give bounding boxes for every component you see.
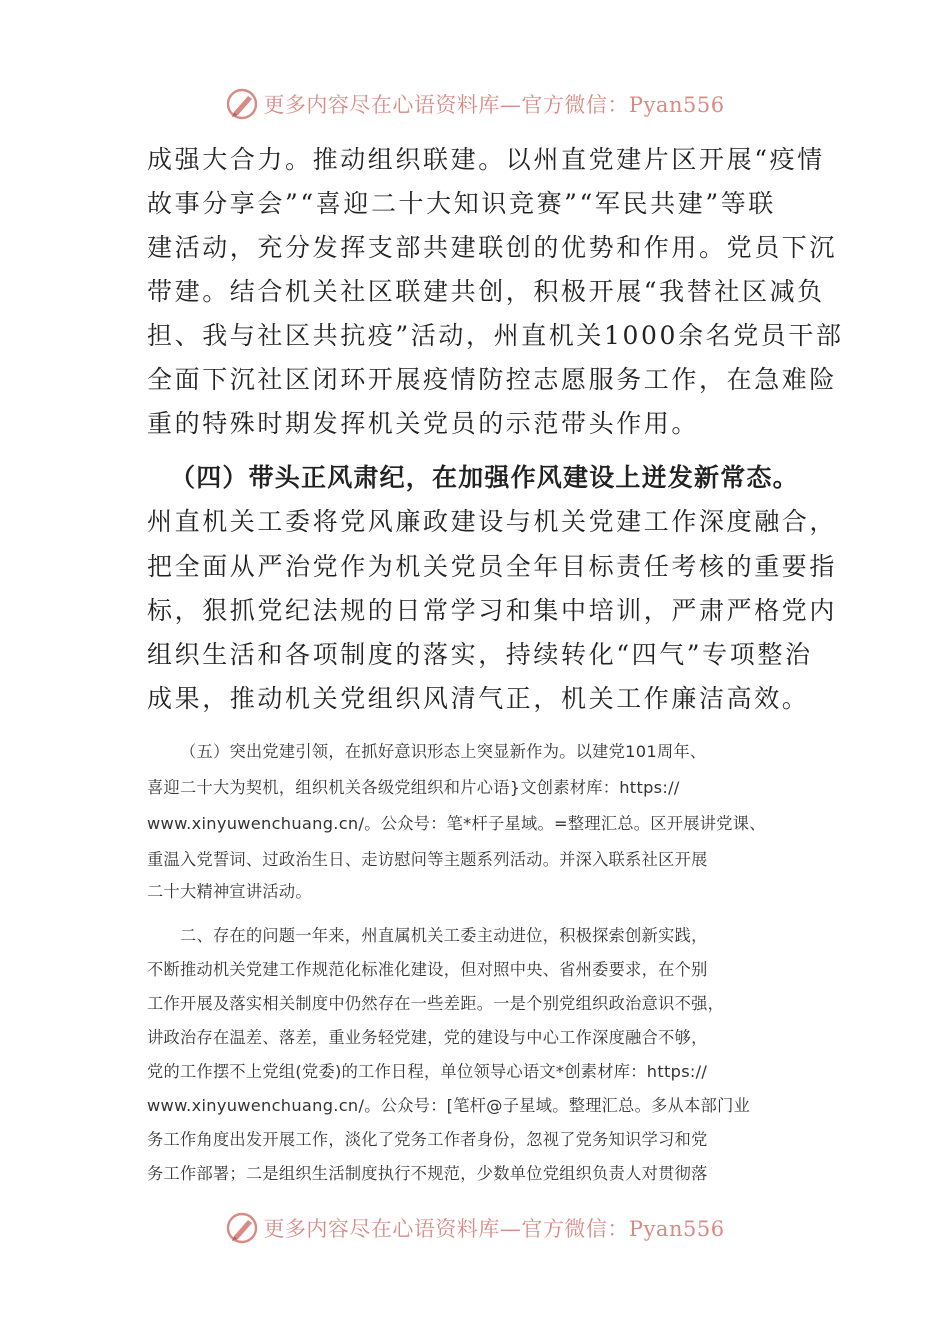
body-line: 重温入党誓词、过政治生日、走访慰问等主题系列活动。并深入联系社区开展	[147, 850, 708, 869]
body-line: 讲政治存在温差、落差，重业务轻党建，党的建设与中心工作深度融合不够，	[147, 1028, 708, 1047]
body-line: 不断推动机关党建工作规范化标准化建设，但对照中央、省州委要求，在个别	[147, 960, 708, 979]
body-line: 党的工作摆不上党组(党委)的工作日程，单位领导心语文*创素材库：https://	[147, 1062, 708, 1081]
pen-logo-icon	[225, 87, 259, 121]
watermark-text: 更多内容尽在心语资料库—官方微信：Pyan556	[263, 93, 725, 117]
body-line: 故事分享会”“喜迎二十大知识竞赛”“军民共建”等联	[147, 189, 776, 218]
body-line: 务工作角度出发开展工作，淡化了党务工作者身份，忽视了党务知识学习和党	[147, 1130, 708, 1149]
body-line: 担、我与社区共抗疫”活动，州直机关1000余名党员干部	[147, 321, 844, 350]
body-line: 喜迎二十大为契机，组织机关各级党组织和片心语}文创素材库：https://	[147, 778, 680, 797]
body-line: 把全面从严治党作为机关党员全年目标责任考核的重要指	[147, 552, 838, 581]
watermark-text: 更多内容尽在心语资料库—官方微信：Pyan556	[263, 1217, 725, 1241]
header-watermark	[0, 84, 950, 124]
body-line: 州直机关工委将党风廉政建设与机关党建工作深度融合，	[147, 507, 838, 536]
body-line: （五）突出党建引领，在抓好意识形态上突显新作为。以建党101周年、	[180, 742, 707, 761]
body-line: 带建。结合机关社区联建共创，积极开展“我替社区减负	[147, 277, 825, 306]
body-line: www.xinyuwenchuang.cn/。公众号：笔*杆子星域。=整理汇总。区开展讲党课、	[147, 814, 766, 833]
body-line: 工作开展及落实相关制度中仍然存在一些差距。一是个别党组织政治意识不强，	[147, 994, 725, 1013]
body-line: 二、存在的问题一年来，州直属机关工委主动进位，积极探索创新实践，	[180, 926, 708, 945]
section-heading: （四）带头正风肃纪，在加强作风建设上迸发新常态。	[170, 463, 799, 492]
body-line: 成果，推动机关党组织风清气正，机关工作廉洁高效。	[147, 684, 810, 713]
body-line: 标，狠抓党纪法规的日常学习和集中培训，严肃严格党内	[147, 596, 838, 625]
pen-logo-icon	[225, 1211, 259, 1245]
body-line: www.xinyuwenchuang.cn/。公众号：[笔杆@子星域。整理汇总。多从本部门业	[147, 1096, 751, 1115]
footer-watermark	[0, 1208, 950, 1248]
body-line: 组织生活和各项制度的落实，持续转化“四气”专项整治	[147, 640, 813, 669]
body-line: 全面下沉社区闭环开展疫情防控志愿服务工作，在急难险	[147, 365, 838, 394]
body-line: 务工作部署；二是组织生活制度执行不规范，少数单位党组织负责人对贯彻落	[147, 1164, 708, 1183]
body-line: 成强大合力。推动组织联建。以州直党建片区开展“疫情	[147, 145, 825, 174]
body-line: 二十大精神宣讲活动。	[147, 882, 312, 901]
body-line: 重的特殊时期发挥机关党员的示范带头作用。	[147, 409, 700, 438]
body-line: 建活动，充分发挥支部共建联创的优势和作用。党员下沉	[147, 233, 838, 262]
